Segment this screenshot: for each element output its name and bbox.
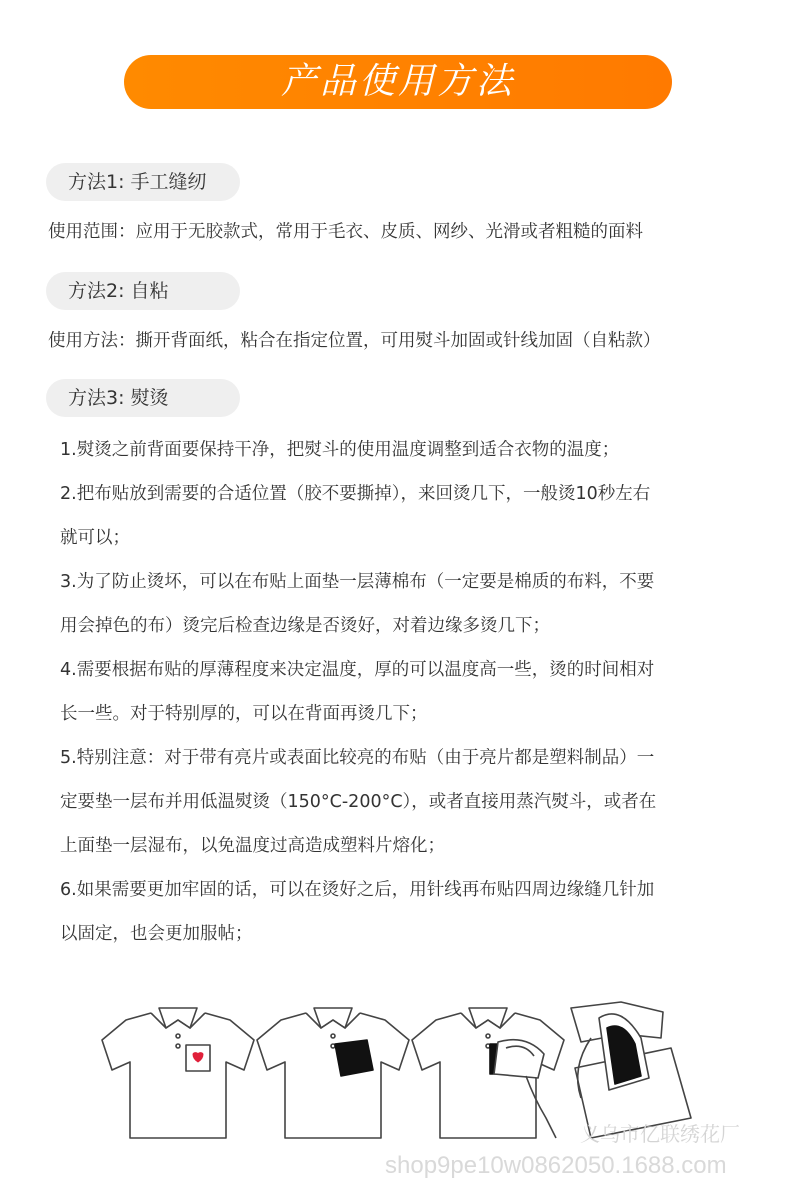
- step-4: [60, 648, 750, 736]
- method-1-description: 使用范围：应用于无胶款式，常用于毛衣、皮质、网纱、光滑或者粗糙的面料: [48, 222, 643, 242]
- step-2: [60, 472, 750, 560]
- step-4-line-1: 4.需要根据布贴的厚薄程度来决定温度，厚的可以温度高一些，烫的时间相对: [60, 660, 655, 680]
- step-2-line-2: 就可以；: [60, 528, 130, 548]
- shop-url-watermark: shop9pe10w0862050.1688.com: [385, 1152, 727, 1179]
- step-1: [60, 428, 750, 472]
- step-5-line-2: 定要垫一层布并用低温熨烫（150°C-200°C），或者直接用蒸汽熨斗，或者在: [60, 792, 657, 812]
- step-3: [60, 560, 750, 648]
- ironing-steps-list: [60, 428, 750, 956]
- step-5-line-1: 5.特别注意：对于带有亮片或表面比较亮的布贴（由于亮片都是塑料制品）一: [60, 748, 655, 768]
- method-3-label: 方法3: 熨烫: [46, 379, 240, 417]
- step-5-line-3: 上面垫一层湿布，以免温度过高造成塑料片熔化；: [60, 836, 445, 856]
- step-5: [60, 736, 750, 868]
- page-title-banner: 产品使用方法: [124, 55, 672, 109]
- method-2-label: 方法2: 自粘: [46, 272, 240, 310]
- step-4-line-2: 长一些。对于特别厚的，可以在背面再烫几下；: [60, 704, 428, 724]
- step-3-line-2: 用会掉色的布）烫完后检查边缘是否烫好，对着边缘多烫几下；: [60, 616, 550, 636]
- shirt-with-iron-icon: [412, 1008, 564, 1138]
- step-6-line-1: 6.如果需要更加牢固的话，可以在烫好之后，用针线再布贴四周边缘缝几针加: [60, 880, 655, 900]
- method-2-description: 使用方法：撕开背面纸，粘合在指定位置，可用熨斗加固或针线加固（自粘款）: [48, 331, 661, 351]
- shop-name-watermark: 义乌市亿联绣花厂: [580, 1122, 740, 1146]
- shirt-with-black-patch-icon: [257, 1008, 409, 1138]
- step-1-line-1: 1.熨烫之前背面要保持干净，把熨斗的使用温度调整到适合衣物的温度；: [60, 440, 620, 460]
- step-3-line-1: 3.为了防止烫坏，可以在布贴上面垫一层薄棉布（一定要是棉质的布料，不要: [60, 572, 655, 592]
- shirt-with-heart-patch-icon: [102, 1008, 254, 1138]
- step-6: [60, 868, 750, 956]
- step-2-line-1: 2.把布贴放到需要的合适位置（胶不要撕掉），来回烫几下，一般烫10秒左右: [60, 484, 651, 504]
- method-1-label: 方法1: 手工缝纫: [46, 163, 240, 201]
- step-6-line-2: 以固定，也会更加服帖；: [60, 924, 253, 944]
